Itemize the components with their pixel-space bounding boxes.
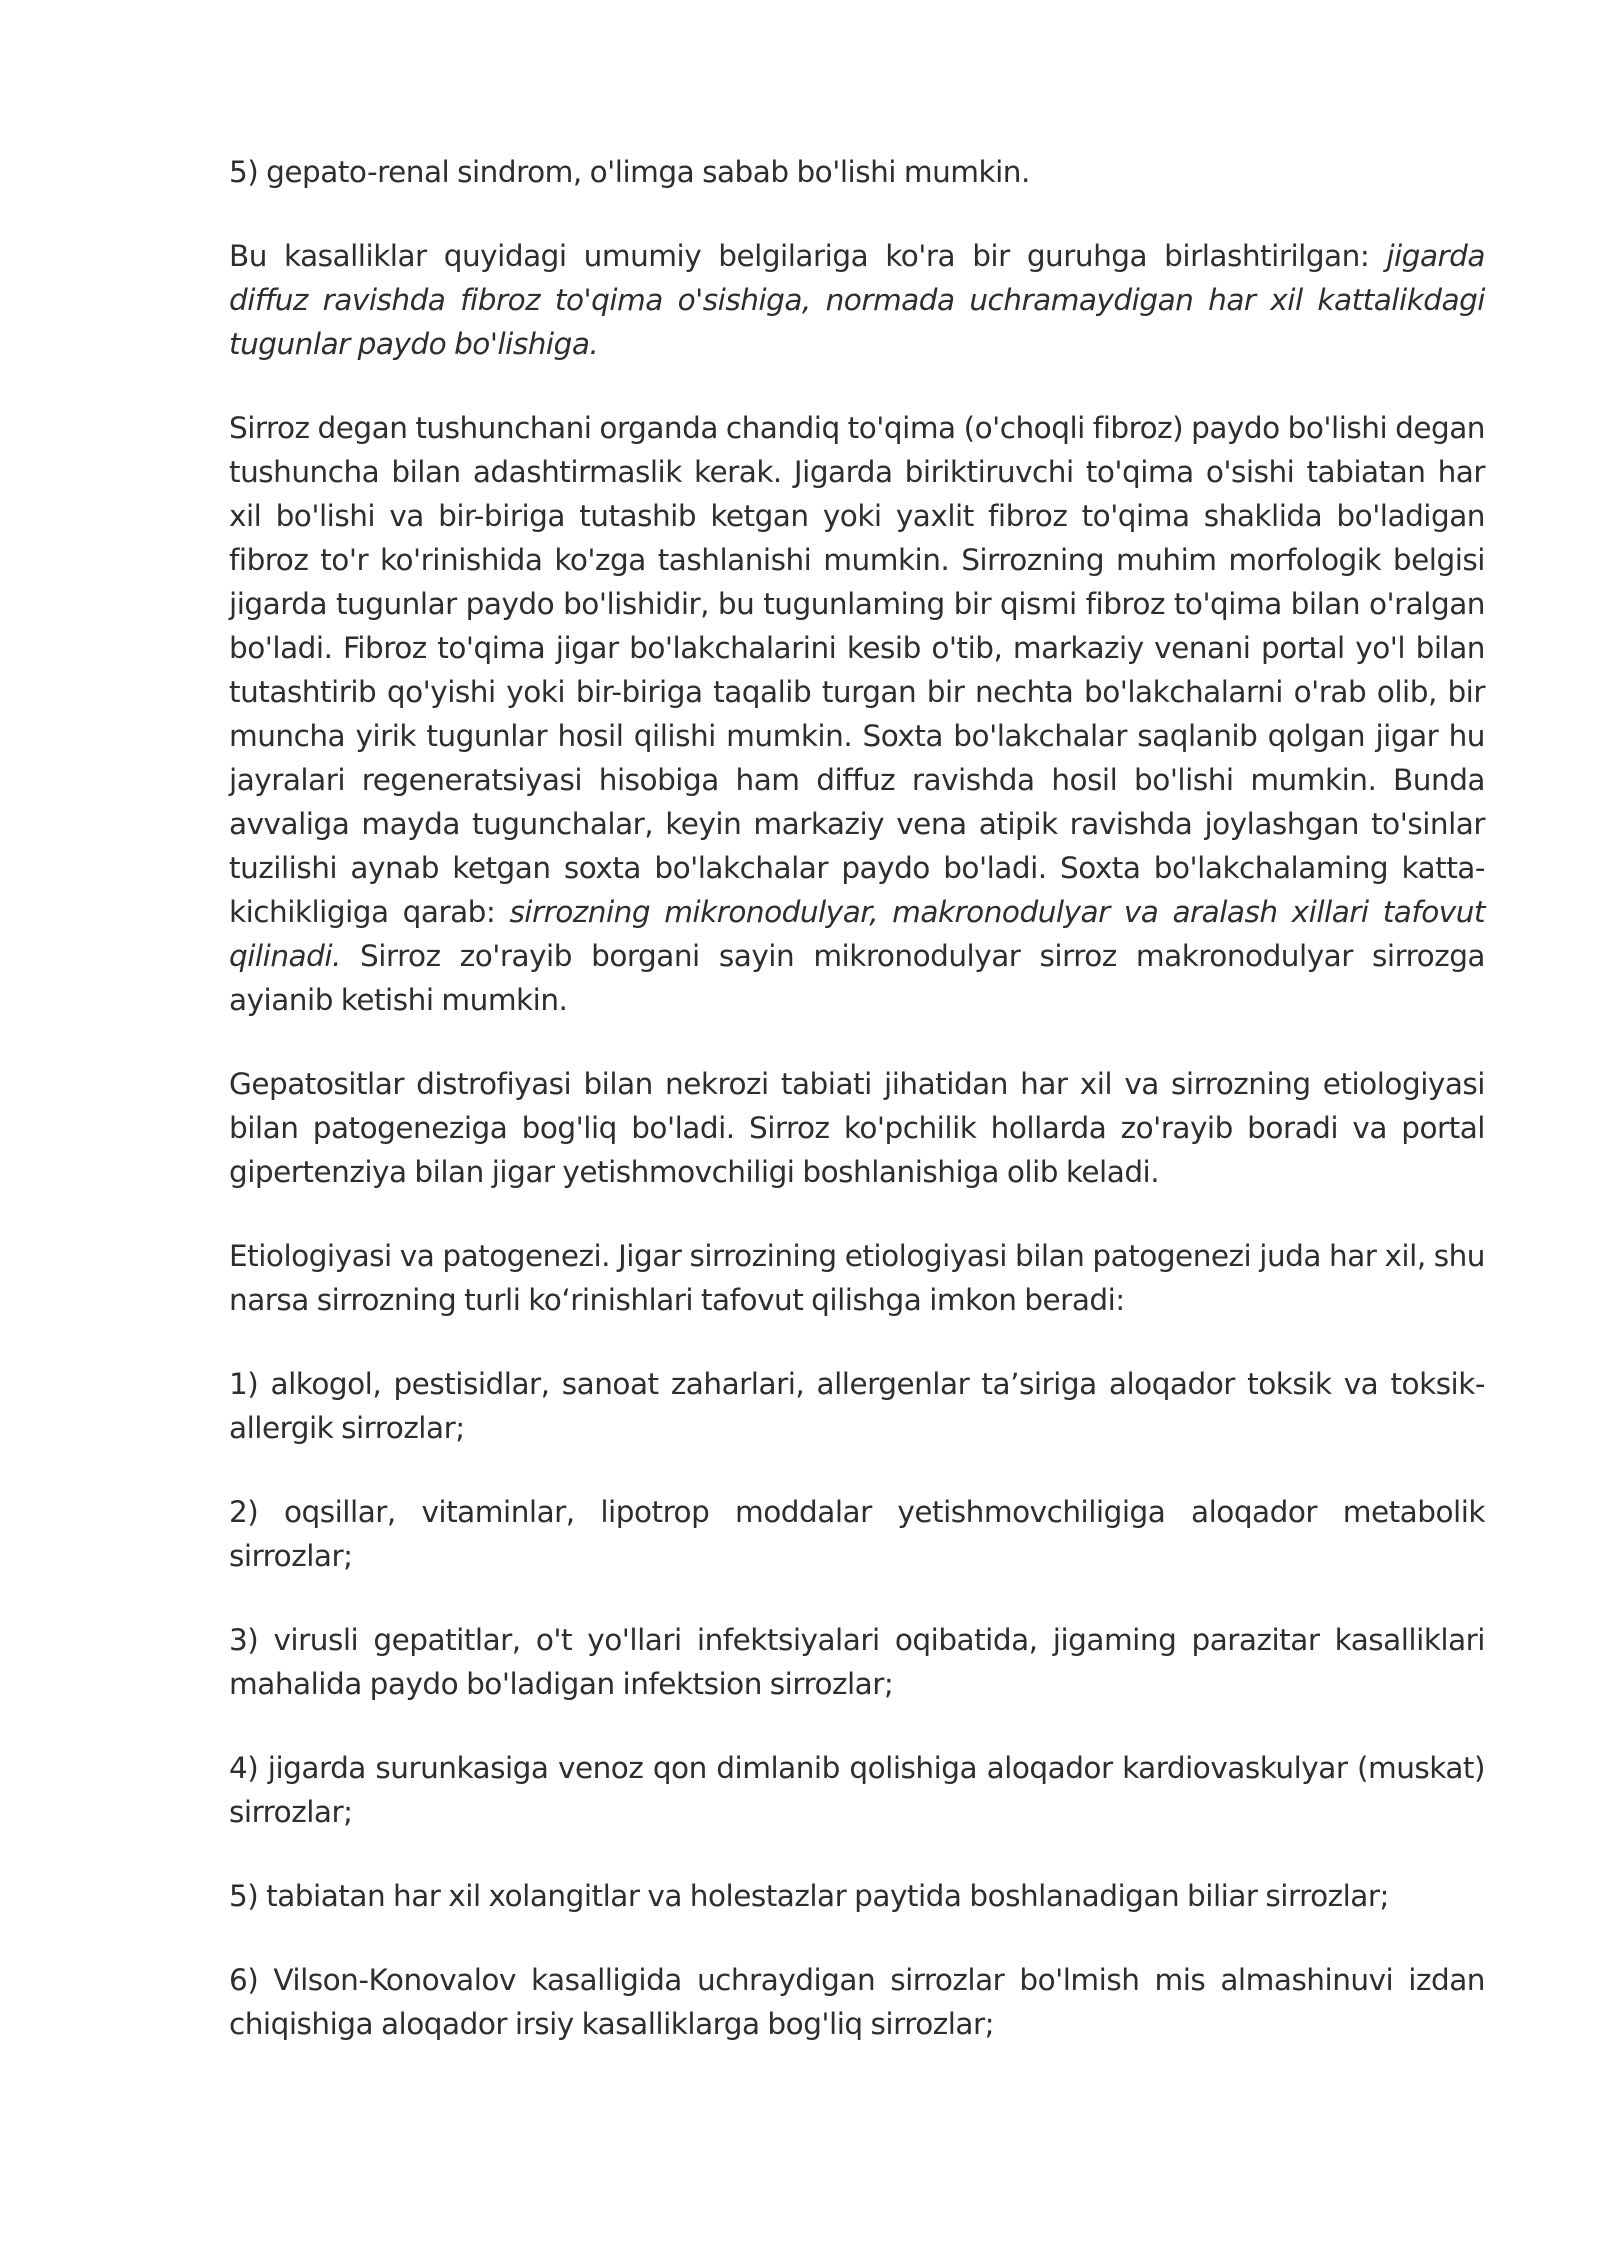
paragraph-hepato-renal bbox=[229, 150, 1485, 194]
list-item-1 bbox=[229, 1362, 1485, 1450]
paragraph-italic-text: jigarda diffuz ravishda fibroz to'qima o'sishiga, normada uchramaydigan har xil kattalikdagi tugunlar paydo bo'lishiga. bbox=[229, 239, 1485, 361]
paragraph-cirrhosis-definition bbox=[229, 406, 1485, 1022]
paragraph-text: Sirroz degan tushunchani organda chandiq to'qima (o'choqli fibroz) paydo bo'lishi degan tushuncha bilan adashtirmaslik kerak. Jigarda biriktiruvchi to'qima o'sishi tabiatan har xil bo'lishi va bir-biriga tutashib ketgan yoki yaxlit fibroz to'qima shaklida bo'ladigan fibroz to'r ko'rinishida ko'zga tashlanishi mumkin. Sirrozning muhim morfologik belgisi jigarda tugunlar paydo bo'lishidir, bu tugunlaming bir qismi fibroz to'qima bilan o'ralgan bo'ladi. Fibroz to'qima jigar bo'lakchalarini kesib o'tib, markaziy venani portal yo'l bilan tutashtirib qo'yishi yoki bir-biriga taqalib turgan bir nechta bo'lakchalarni o'rab olib, bir muncha yirik tugunlar hosil qilishi mumkin. Soxta bo'lakchalar saqlanib qolgan jigar hu jayralari regeneratsiyasi hisobiga ham diffuz ravishda hosil bo'lishi mumkin. Bunda avvaliga mayda tugunchalar, keyin markaziy vena atipik ravishda joylashgan to'sinlar tuzilishi aynab ketgan soxta bo'lakchalar paydo bo'ladi. Soxta bo'lakchalaming katta-kichikligiga qarab: bbox=[229, 411, 1485, 929]
paragraph-text: Sirroz zo'rayib borgani sayin mikronodulyar sirroz makronodulyar sirrozga ayianib ketishi mumkin. bbox=[229, 939, 1485, 1017]
paragraph-common-features bbox=[229, 234, 1485, 366]
paragraph-text: 4) jigarda surunkasiga venoz qon dimlanib qolishiga aloqador kardiovaskulyar (muskat) sirrozlar; bbox=[229, 1751, 1485, 1829]
paragraph-italic-text: sirrozning mikronodulyar, makronodulyar va aralash xillari tafovut qilinadi. bbox=[229, 895, 1485, 973]
paragraph-text: Bu kasalliklar quyidagi umumiy belgilariga ko'ra bir guruhga birlashtirilgan: bbox=[229, 239, 1387, 273]
document-body bbox=[229, 150, 1485, 2086]
list-item-6 bbox=[229, 1958, 1485, 2046]
list-item-5 bbox=[229, 1874, 1485, 1918]
paragraph-etiology-intro bbox=[229, 1234, 1485, 1322]
paragraph-text: 3) virusli gepatitlar, o't yo'llari infektsiyalari oqibatida, jigaming parazitar kasalliklari mahalida paydo bo'ladigan infektsion sirrozlar; bbox=[229, 1623, 1485, 1701]
list-item-3 bbox=[229, 1618, 1485, 1706]
paragraph-text: 5) gepato-renal sindrom, o'limga sabab bo'lishi mumkin. bbox=[229, 155, 1030, 189]
list-item-4 bbox=[229, 1746, 1485, 1834]
paragraph-text: 2) oqsillar, vitaminlar, lipotrop moddalar yetishmovchiligiga aloqador metabolik sirrozlar; bbox=[229, 1495, 1485, 1573]
paragraph-text: Gepatositlar distrofiyasi bilan nekrozi tabiati jihatidan har xil va sirrozning etiologiyasi bilan patogeneziga bog'liq bo'ladi. Sirroz ko'pchilik hollarda zo'rayib boradi va portal gipertenziya bilan jigar yetishmovchiligi boshlanishiga olib keladi. bbox=[229, 1067, 1485, 1189]
list-item-2 bbox=[229, 1490, 1485, 1578]
paragraph-hepatocyte-dystrophy bbox=[229, 1062, 1485, 1194]
paragraph-text: 5) tabiatan har xil xolangitlar va holestazlar paytida boshlanadigan biliar sirrozlar; bbox=[229, 1879, 1389, 1913]
paragraph-text: 6) Vilson-Konovalov kasalligida uchraydigan sirrozlar bo'lmish mis almashinuvi izdan chiqishiga aloqador irsiy kasalliklarga bog'liq sirrozlar; bbox=[229, 1963, 1485, 2041]
paragraph-text: 1) alkogol, pestisidlar, sanoat zaharlari, allergenlar ta’siriga aloqador toksik va toksik-allergik sirrozlar; bbox=[229, 1367, 1485, 1445]
paragraph-text: Etiologiyasi va patogenezi. Jigar sirrozining etiologiyasi bilan patogenezi juda har xil, shu narsa sirrozning turli ko‘rinishlari tafovut qilishga imkon beradi: bbox=[229, 1239, 1485, 1317]
